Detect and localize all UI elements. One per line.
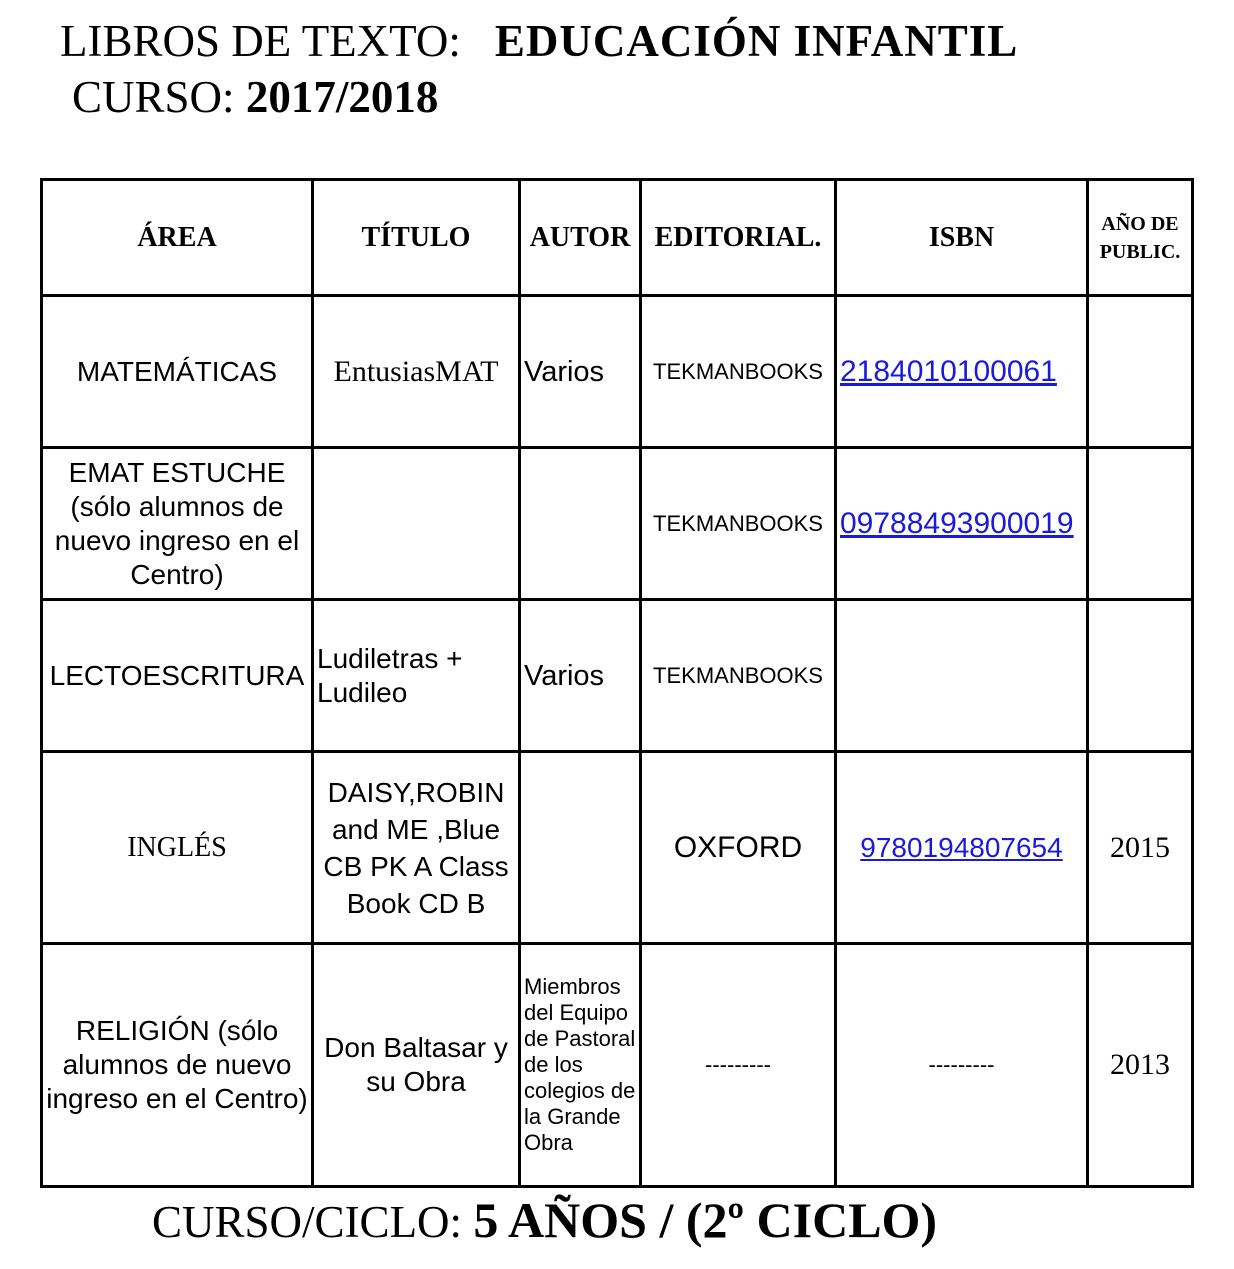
cell-isbn: --------- (836, 944, 1088, 1187)
course-heading (72, 70, 438, 124)
footer-label: CURSO/CICLO: (152, 1197, 463, 1247)
cell-author: Varios (520, 600, 641, 752)
textbook-table (40, 178, 1194, 1188)
cell-publisher: TEKMANBOOKS (641, 600, 836, 752)
cell-area: INGLÉS (42, 752, 313, 944)
cell-isbn (836, 752, 1088, 944)
cell-publisher: TEKMANBOOKS (641, 296, 836, 448)
cell-title: DAISY,ROBIN and ME ,Blue CB PK A Class Book CD B (313, 752, 520, 944)
cell-year: 2015 (1088, 752, 1193, 944)
cell-author (520, 448, 641, 600)
col-header-title: TÍTULO (313, 180, 520, 296)
course-value: 2017/2018 (245, 72, 439, 122)
col-header-year-line1: AÑO DE (1101, 212, 1179, 235)
cell-year (1088, 600, 1193, 752)
table-row (42, 600, 1193, 752)
footer-value: 5 AÑOS / (2º CICLO) (473, 1192, 938, 1248)
cell-publisher: TEKMANBOOKS (641, 448, 836, 600)
table-row (42, 944, 1193, 1187)
cell-isbn (836, 296, 1088, 448)
cell-title: EntusiasMAT (313, 296, 520, 448)
cell-publisher: --------- (641, 944, 836, 1187)
table-row (42, 296, 1193, 448)
cell-publisher: OXFORD (641, 752, 836, 944)
col-header-year-line2: PUBLIC. (1099, 240, 1181, 263)
cell-year (1088, 448, 1193, 600)
cell-area: LECTOESCRITURA (42, 600, 313, 752)
cell-area: MATEMÁTICAS (42, 296, 313, 448)
document-title (60, 14, 1018, 68)
col-header-isbn: ISBN (836, 180, 1088, 296)
cell-area: RELIGIÓN (sólo alumnos de nuevo ingreso en el Centro) (42, 944, 313, 1187)
cell-isbn (836, 600, 1088, 752)
title-value: EDUCACIÓN INFANTIL (494, 16, 1019, 66)
cell-year: 2013 (1088, 944, 1193, 1187)
course-cycle-footer (152, 1190, 937, 1252)
isbn-link[interactable]: 9780194807654 (860, 831, 1063, 863)
table-row (42, 752, 1193, 944)
course-label: CURSO: (72, 72, 235, 122)
col-header-area: ÁREA (42, 180, 313, 296)
cell-isbn (836, 448, 1088, 600)
cell-title: Ludiletras + Ludileo (313, 600, 520, 752)
cell-author (520, 752, 641, 944)
table-row (42, 448, 1193, 600)
col-header-publisher: EDITORIAL. (641, 180, 836, 296)
cell-author: Miembros del Equipo de Pastoral de los colegios de la Grande Obra (520, 944, 641, 1187)
title-label: LIBROS DE TEXTO: (60, 16, 461, 66)
cell-year (1088, 296, 1193, 448)
cell-area: EMAT ESTUCHE (sólo alumnos de nuevo ingreso en el Centro) (42, 448, 313, 600)
cell-author: Varios (520, 296, 641, 448)
cell-title (313, 448, 520, 600)
isbn-link[interactable]: 2184010100061 (840, 354, 1057, 388)
col-header-year (1088, 180, 1193, 296)
col-header-author: AUTOR (520, 180, 641, 296)
table-header-row (42, 180, 1193, 296)
isbn-link[interactable]: 09788493900019 (840, 506, 1074, 540)
cell-title: Don Baltasar y su Obra (313, 944, 520, 1187)
